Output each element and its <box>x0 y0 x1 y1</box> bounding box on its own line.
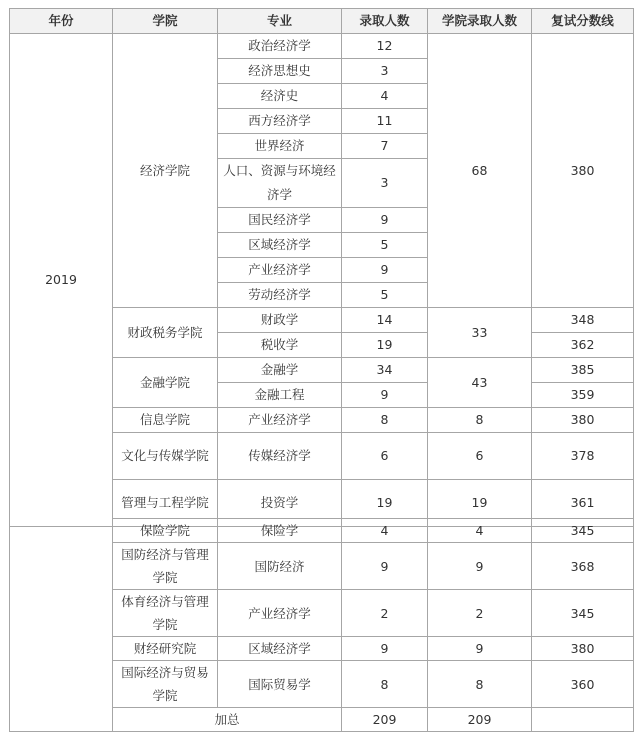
major-cell: 国民经济学 <box>218 208 342 233</box>
major-cell: 产业经济学 <box>218 258 342 283</box>
college-admitted-cell: 6 <box>428 433 532 480</box>
admitted-cell: 11 <box>342 109 428 134</box>
college-cell: 财政税务学院 <box>113 308 218 358</box>
major-cell: 政治经济学 <box>218 34 342 59</box>
major-cell: 劳动经济学 <box>218 283 342 308</box>
major-cell: 人口、资源与环境经济学 <box>218 159 342 208</box>
header-row <box>10 9 634 34</box>
college-cell: 经济学院 <box>113 34 218 308</box>
total-admitted: 209 <box>342 708 428 732</box>
college-admitted-cell: 19 <box>428 480 532 527</box>
admitted-cell: 19 <box>342 480 428 527</box>
table-row <box>10 34 634 59</box>
admitted-cell: 5 <box>342 233 428 258</box>
major-cell: 国防经济 <box>218 543 342 590</box>
year-cell: 2019 <box>10 34 113 527</box>
admitted-cell: 4 <box>342 84 428 109</box>
college-admitted-cell: 8 <box>428 661 532 708</box>
admitted-cell: 9 <box>342 543 428 590</box>
admitted-cell: 9 <box>342 637 428 661</box>
total-retest-line <box>532 708 634 732</box>
major-cell: 税收学 <box>218 333 342 358</box>
retest-line-cell: 345 <box>532 590 634 637</box>
retest-line-cell: 380 <box>532 637 634 661</box>
header-major: 专业 <box>218 9 342 34</box>
college-admitted-cell: 9 <box>428 637 532 661</box>
college-admitted-cell: 43 <box>428 358 532 408</box>
admitted-cell: 3 <box>342 159 428 208</box>
college-cell: 财经研究院 <box>113 637 218 661</box>
major-cell: 区域经济学 <box>218 233 342 258</box>
admitted-cell: 9 <box>342 258 428 283</box>
admitted-cell: 6 <box>342 433 428 480</box>
admitted-cell: 8 <box>342 408 428 433</box>
header-college-admitted: 学院录取人数 <box>428 9 532 34</box>
college-cell: 文化与传媒学院 <box>113 433 218 480</box>
retest-line-cell: 348 <box>532 308 634 333</box>
major-cell: 国际贸易学 <box>218 661 342 708</box>
major-cell: 产业经济学 <box>218 408 342 433</box>
retest-line-cell: 385 <box>532 358 634 383</box>
college-cell: 信息学院 <box>113 408 218 433</box>
admitted-cell: 14 <box>342 308 428 333</box>
major-cell: 世界经济 <box>218 134 342 159</box>
retest-line-cell: 380 <box>532 34 634 308</box>
admission-table-part1 <box>9 8 634 527</box>
table-row <box>10 519 634 543</box>
header-admitted: 录取人数 <box>342 9 428 34</box>
college-cell: 国防经济与管理学院 <box>113 543 218 590</box>
admitted-cell: 7 <box>342 134 428 159</box>
college-cell: 体育经济与管理学院 <box>113 590 218 637</box>
major-cell: 金融学 <box>218 358 342 383</box>
major-cell: 传媒经济学 <box>218 433 342 480</box>
college-admitted-cell: 9 <box>428 543 532 590</box>
college-cell: 管理与工程学院 <box>113 480 218 527</box>
admitted-cell: 8 <box>342 661 428 708</box>
college-admitted-cell: 68 <box>428 34 532 308</box>
college-admitted-cell: 4 <box>428 519 532 543</box>
retest-line-cell: 380 <box>532 408 634 433</box>
retest-line-cell: 360 <box>532 661 634 708</box>
major-cell: 区域经济学 <box>218 637 342 661</box>
college-admitted-cell: 8 <box>428 408 532 433</box>
retest-line-cell: 361 <box>532 480 634 527</box>
college-admitted-cell: 2 <box>428 590 532 637</box>
college-cell: 国际经济与贸易学院 <box>113 661 218 708</box>
retest-line-cell: 378 <box>532 433 634 480</box>
retest-line-cell: 362 <box>532 333 634 358</box>
admitted-cell: 4 <box>342 519 428 543</box>
header-year: 年份 <box>10 9 113 34</box>
admitted-cell: 34 <box>342 358 428 383</box>
admitted-cell: 19 <box>342 333 428 358</box>
retest-line-cell: 368 <box>532 543 634 590</box>
major-cell: 经济思想史 <box>218 59 342 84</box>
college-cell: 金融学院 <box>113 358 218 408</box>
major-cell: 金融工程 <box>218 383 342 408</box>
year-continuation-cell <box>10 519 113 732</box>
total-college-admitted: 209 <box>428 708 532 732</box>
header-college: 学院 <box>113 9 218 34</box>
admitted-cell: 9 <box>342 208 428 233</box>
admitted-cell: 5 <box>342 283 428 308</box>
major-cell: 保险学 <box>218 519 342 543</box>
retest-line-cell: 359 <box>532 383 634 408</box>
retest-line-cell: 345 <box>532 519 634 543</box>
total-label: 加总 <box>113 708 342 732</box>
college-cell: 保险学院 <box>113 519 218 543</box>
major-cell: 财政学 <box>218 308 342 333</box>
major-cell: 西方经济学 <box>218 109 342 134</box>
major-cell: 产业经济学 <box>218 590 342 637</box>
admitted-cell: 2 <box>342 590 428 637</box>
admitted-cell: 3 <box>342 59 428 84</box>
admitted-cell: 12 <box>342 34 428 59</box>
admitted-cell: 9 <box>342 383 428 408</box>
college-admitted-cell: 33 <box>428 308 532 358</box>
major-cell: 投资学 <box>218 480 342 527</box>
admission-table-part2 <box>9 518 634 732</box>
major-cell: 经济史 <box>218 84 342 109</box>
header-retest-line: 复试分数线 <box>532 9 634 34</box>
